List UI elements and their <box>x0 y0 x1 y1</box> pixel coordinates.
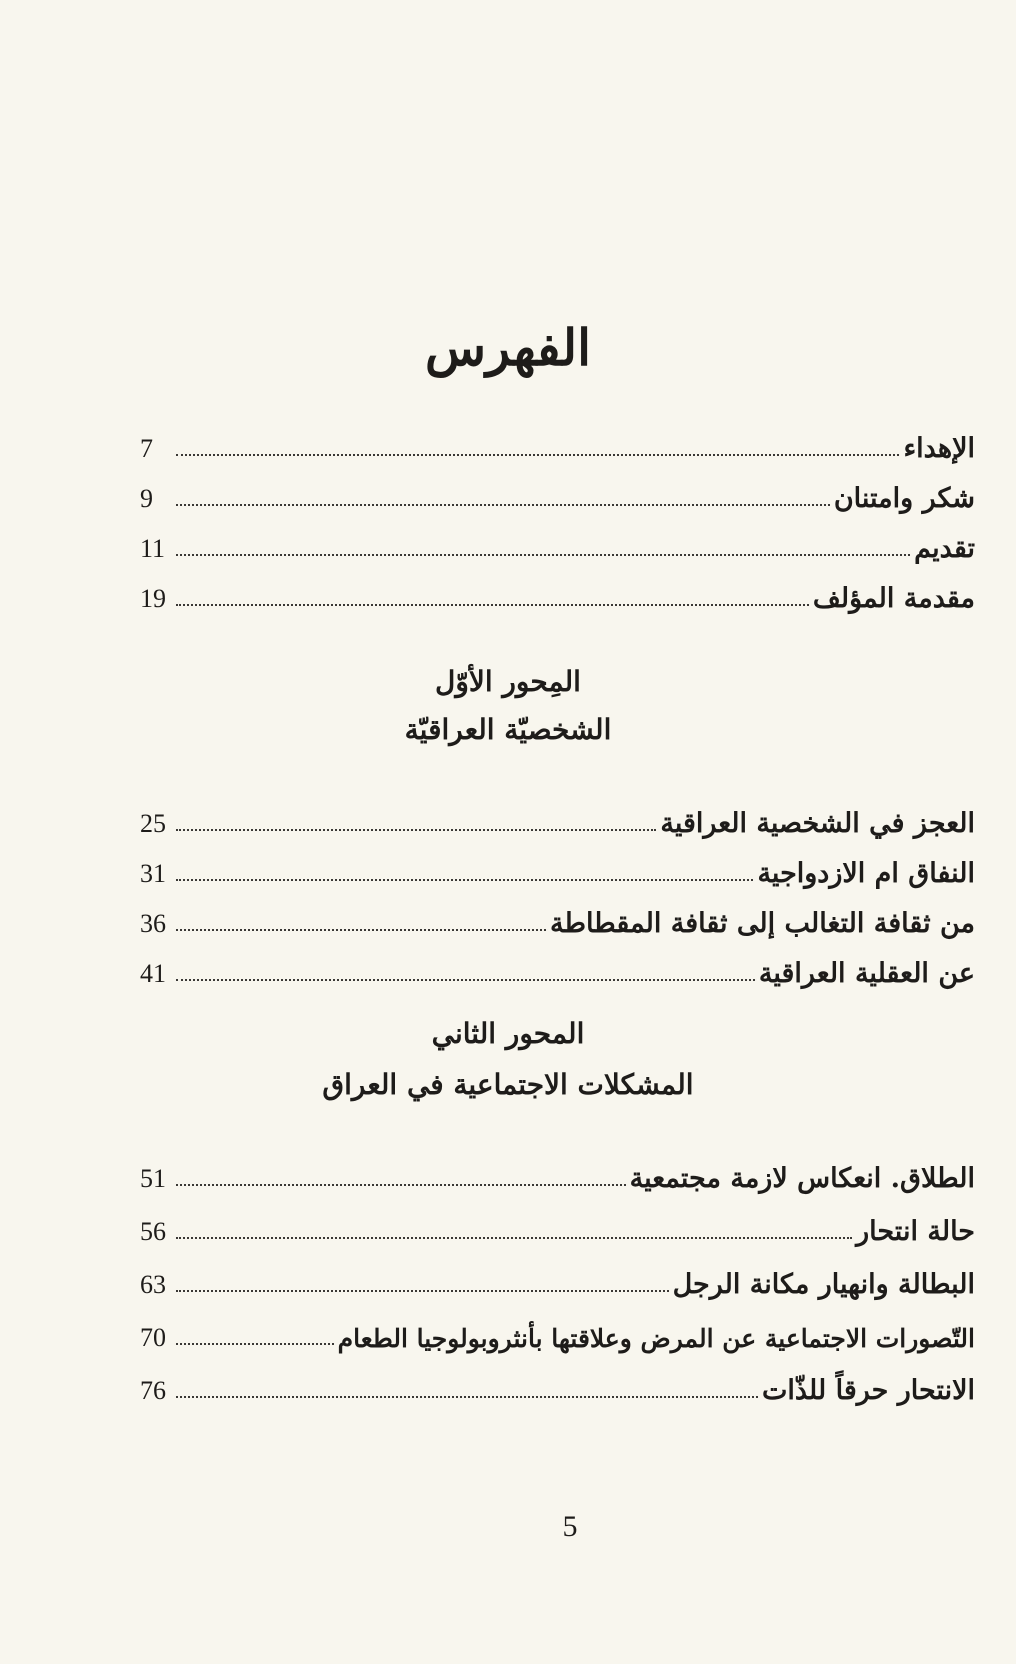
toc-entry-page: 76 <box>140 1376 166 1405</box>
toc-entry-page: 36 <box>140 909 166 938</box>
toc-entry-page: 56 <box>140 1217 166 1246</box>
toc-entry-label: الطلاق. انعكاس لازمة مجتمعية <box>629 1163 975 1194</box>
toc-entry-label: عن العقلية العراقية <box>758 958 975 989</box>
toc-entry-label: التّصورات الاجتماعية عن المرض وعلاقتها بأنثروبولوجيا الطعام <box>337 1324 975 1353</box>
toc-entry-page: 7 <box>140 434 153 463</box>
toc-entry <box>140 518 975 562</box>
toc-entry-page: 63 <box>140 1270 166 1299</box>
leader-dots <box>176 1290 669 1292</box>
toc-entry-label: مقدمة المؤلف <box>812 583 975 614</box>
toc-entry <box>140 1148 975 1192</box>
toc-entry-label: حالة انتحار <box>856 1216 975 1247</box>
leader-dots <box>176 604 809 606</box>
leader-dots <box>176 1396 758 1398</box>
toc-entry-label: الانتحار حرقاً للذّات <box>761 1375 975 1406</box>
leader-dots <box>176 1184 626 1186</box>
toc-entry-page: 51 <box>140 1164 166 1193</box>
toc-entry-page: 11 <box>140 534 166 563</box>
toc-entry <box>140 943 975 987</box>
toc-entry <box>140 1360 975 1404</box>
page-title: الفهرس <box>424 318 592 377</box>
leader-dots <box>176 504 830 506</box>
toc-entry <box>140 1201 975 1245</box>
toc-entry-page: 25 <box>140 809 166 838</box>
toc-entry <box>140 418 975 462</box>
toc-entry-page: 19 <box>140 584 166 613</box>
toc-entry-page: 9 <box>140 484 153 513</box>
leader-dots <box>176 879 753 881</box>
leader-dots <box>176 554 910 556</box>
leader-dots <box>176 1343 334 1345</box>
section-subheading: المشكلات الاجتماعية في العراق <box>322 1068 694 1101</box>
toc-entry-label: الإهداء <box>903 433 975 464</box>
leader-dots <box>176 454 899 456</box>
toc-entry-label: تقديم <box>914 533 975 564</box>
toc-entry-label: شكر وامتنان <box>833 483 975 514</box>
toc-entry-page: 41 <box>140 959 166 988</box>
section-heading: المِحور الأوّل <box>435 665 581 698</box>
toc-entry <box>140 843 975 887</box>
toc-entry-label: من ثقافة التغالب إلى ثقافة المقطاطة <box>549 908 975 939</box>
toc-entry <box>140 793 975 837</box>
leader-dots <box>176 1237 852 1239</box>
toc-entry <box>140 1254 975 1298</box>
toc-entry-label: النفاق ام الازدواجية <box>757 858 975 889</box>
toc-entry-page: 70 <box>140 1323 166 1352</box>
leader-dots <box>176 979 755 981</box>
toc-entry <box>140 893 975 937</box>
toc-entry-label: العجز في الشخصية العراقية <box>660 808 975 839</box>
toc-entry <box>140 468 975 512</box>
leader-dots <box>176 929 546 931</box>
page-number: 5 <box>562 1510 578 1543</box>
toc-entry-label: البطالة وانهيار مكانة الرجل <box>672 1269 975 1300</box>
leader-dots <box>176 829 656 831</box>
toc-entry <box>140 568 975 612</box>
toc-entry <box>140 1307 975 1351</box>
section-subheading: الشخصيّة العراقيّة <box>404 713 612 746</box>
toc-entry-page: 31 <box>140 859 166 888</box>
section-heading: المحور الثاني <box>431 1017 585 1050</box>
